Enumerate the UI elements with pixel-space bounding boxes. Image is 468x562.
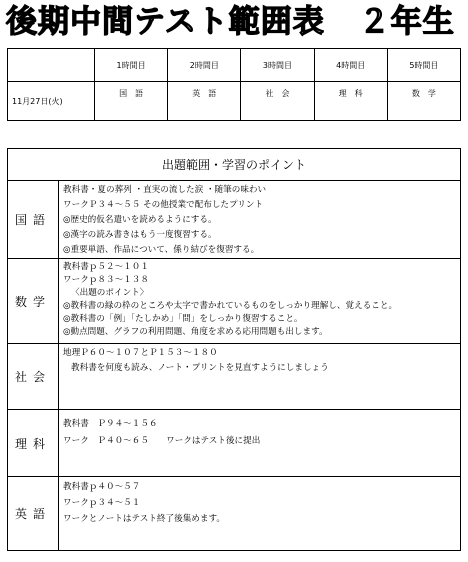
topic-content [59,344,461,410]
topics-heading: 出題範囲・学習のポイント [8,149,461,181]
subject-cell: 社 会 [241,82,314,121]
schedule-row [8,82,461,121]
topic-line: ◎教科書の緑の枠のところや太字で書かれているものをしっかり理解し、覚えること。 [63,301,398,311]
topic-line: 教科書ｐ４０～５７ [63,482,141,492]
subject-name: 英語 [8,477,59,551]
period-label: 4時間目 [314,49,387,82]
topic-row-science [8,410,461,477]
topic-line: 〈出題のポイント〉 [71,288,149,298]
schedule-corner-cell [8,49,95,82]
topic-row-social [8,344,461,410]
topic-content [59,181,461,259]
topic-row-english [8,477,461,551]
topic-line: ◎歴史的仮名遣いを読めるようにする。 [63,215,217,225]
page-title [6,2,464,42]
topic-content [59,410,461,477]
topic-line: 教科書・夏の葬列 ・直実の流した涙 ・随筆の味わい [63,185,267,195]
topic-row-math [8,259,461,344]
schedule-table [7,48,461,121]
topic-line: ワークＰ３４～５５ その他授業で配布したプリント [63,200,264,210]
topic-line: 地理Ｐ６０～１０７とＰ１５３～１８０ [63,348,218,358]
title-grade: ２年生 [358,4,455,40]
subject-name: 数学 [8,259,59,344]
topic-line: ワークｐ８３～１３８ [63,275,149,285]
topic-line: ◎重要単語、作品について、係り結びを復習する。 [63,245,260,255]
subject-cell: 数 学 [387,82,460,121]
subject-cell: 英 語 [168,82,241,121]
topics-table [7,148,461,551]
title-main: 後期中間テスト範囲表 [6,4,325,40]
exam-date: 11月27日(火) [8,82,95,121]
subject-cell: 理 科 [314,82,387,121]
period-label: 5時間目 [387,49,460,82]
topic-line: 教科書ｐ５２～１０１ [63,262,149,272]
period-label: 2時間目 [168,49,241,82]
topic-content [59,259,461,344]
topic-line: ◎漢字の読み書きはもう一度復習する。 [63,230,217,240]
topic-content [59,477,461,551]
topic-line: ワークとノートはテスト終了後集めます。 [63,514,225,524]
period-label: 1時間目 [95,49,168,82]
topics-header-row [8,149,461,181]
period-label: 3時間目 [241,49,314,82]
topic-line: ワーク Ｐ４０～６５ ワークはテスト後に提出 [63,436,261,446]
topic-line: 教科書を何度も読み、ノート・プリントを見直すようにしましょう [71,363,329,373]
subject-name: 理科 [8,410,59,477]
schedule-header-row [8,49,461,82]
topic-line: ◎動点問題、グラフの利用問題、角度を求める応用問題も出します。 [63,327,328,337]
topic-line: ◎教科書の「例」「たしかめ」「問」をしっかり復習すること。 [63,314,303,324]
subject-name: 社会 [8,344,59,410]
subject-name: 国語 [8,181,59,259]
subject-cell: 国 語 [95,82,168,121]
topic-line: 教科書 Ｐ９４～１５６ [63,419,158,429]
topic-line: ワークｐ３４～５１ [63,498,141,508]
topic-row-japanese [8,181,461,259]
